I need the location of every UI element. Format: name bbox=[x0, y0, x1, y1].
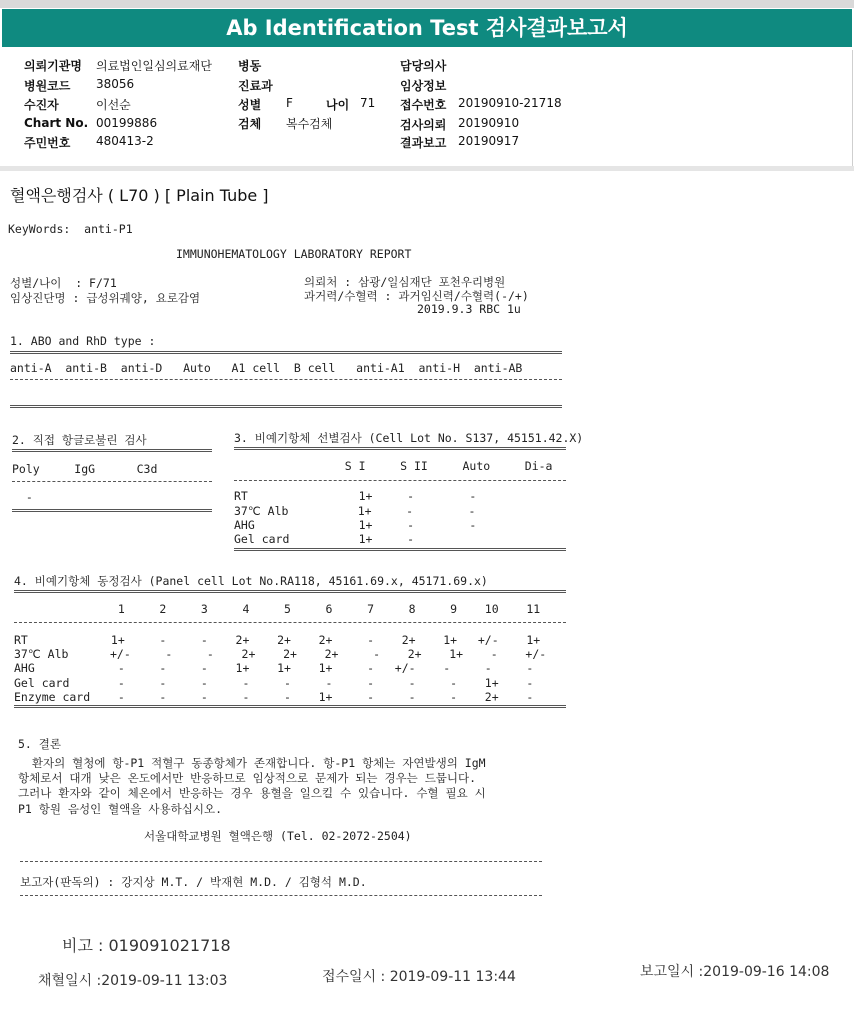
sec1-header: anti-A anti-B anti-D Auto A1 cell B cell anti-A1 anti-H anti-AB bbox=[10, 361, 523, 375]
rule bbox=[234, 548, 566, 551]
dept-label: 진료과 bbox=[238, 79, 273, 93]
history-2: 2019.9.3 RBC 1u bbox=[417, 302, 521, 316]
top-bar bbox=[0, 0, 854, 8]
recv-no-value: 20190910-21718 bbox=[458, 96, 562, 110]
report-header bbox=[0, 50, 853, 166]
collect-time: 채혈일시 :2019-09-11 13:03 bbox=[38, 973, 228, 989]
diagnosis: 임상진단명 : 급성위궤양, 요로감염 bbox=[10, 291, 201, 305]
req-value: 20190910 bbox=[458, 116, 520, 130]
code-label: 병원코드 bbox=[24, 79, 71, 93]
clinical-label: 임상정보 bbox=[400, 79, 447, 93]
sec3-row: AHG 1+ - - bbox=[234, 518, 477, 532]
sec4-row: 37℃ Alb +/- - - 2+ 2+ 2+ - 2+ 1+ - +/- bbox=[14, 647, 547, 661]
sec3-row: 37℃ Alb 1+ - - bbox=[234, 504, 476, 518]
recv-no-label: 접수번호 bbox=[400, 98, 447, 112]
sex-age: 성별/나이 : F/71 bbox=[10, 276, 117, 290]
sec1-title: 1. ABO and RhD type : bbox=[10, 334, 156, 348]
inst-value: 의료법인일심의료재단 bbox=[96, 59, 212, 73]
sec2-title: 2. 직접 항글로불린 검사 bbox=[12, 433, 147, 447]
rule bbox=[10, 351, 562, 354]
requester: 의뢰처 : 삼광/일심재단 포천우리병원 bbox=[304, 275, 506, 289]
hospital-contact: 서울대학교병원 혈액은행 (Tel. 02-2072-2504) bbox=[144, 829, 412, 843]
conclusion-line: 그러나 환자와 같이 체온에서 반응하는 경우 용혈을 일으킬 수 있습니다. 수혈 필요 시 bbox=[18, 786, 486, 800]
doctor-label: 담당의사 bbox=[400, 59, 447, 73]
age-value: 71 bbox=[360, 96, 376, 110]
receive-time: 접수일시 : 2019-09-11 13:44 bbox=[322, 969, 516, 985]
patient-label: 수진자 bbox=[24, 98, 59, 112]
age-label: 나이 bbox=[326, 98, 350, 112]
sec5-title: 5. 결론 bbox=[18, 737, 61, 751]
rule bbox=[12, 481, 212, 482]
patient-value: 이선순 bbox=[96, 98, 131, 112]
rule bbox=[234, 447, 566, 450]
resid-value: 480413-2 bbox=[96, 134, 154, 148]
ward-label: 병동 bbox=[238, 59, 262, 73]
sex-label: 성별 bbox=[238, 98, 262, 112]
rule bbox=[14, 622, 566, 623]
rule bbox=[234, 480, 566, 481]
rule bbox=[20, 861, 542, 862]
sec2-value: - bbox=[12, 490, 33, 504]
sec3-row: RT 1+ - - bbox=[234, 489, 477, 503]
sec2-header: Poly IgG C3d bbox=[12, 462, 158, 476]
chart-label: Chart No. bbox=[24, 116, 89, 130]
remark: 비고 : 019091021718 bbox=[62, 936, 231, 955]
sex-value: F bbox=[286, 96, 293, 110]
keywords: KeyWords: anti-P1 bbox=[8, 222, 133, 236]
conclusion-line: 환자의 혈청에 항-P1 적혈구 동종항체가 존재합니다. 항-P1 항체는 자연발생의 IgM bbox=[18, 756, 486, 770]
sec3-title: 3. 비예기항체 선별검사 (Cell Lot No. S137, 45151.42.X) bbox=[234, 431, 584, 445]
sec4-title: 4. 비예기항체 동정검사 (Panel cell Lot No.RA118, 45161.69.x, 45171.69.x) bbox=[14, 574, 488, 588]
report-label: 결과보고 bbox=[400, 136, 447, 150]
rule bbox=[10, 405, 562, 408]
rule bbox=[14, 590, 566, 593]
specimen-value: 복수검체 bbox=[286, 117, 333, 131]
sec4-row: RT 1+ - - 2+ 2+ 2+ - 2+ 1+ +/- 1+ bbox=[14, 633, 541, 647]
report-value: 20190917 bbox=[458, 134, 520, 148]
reporter: 보고자(판독의) : 강지상 M.T. / 박재현 M.D. / 김형석 M.D. bbox=[20, 875, 367, 889]
conclusion-line: 항체로서 대개 낮은 온도에서만 반응하므로 임상적으로 문제가 되는 경우는 드뭅니다. bbox=[18, 771, 477, 785]
report-heading: 혈액은행검사 ( L70 ) [ Plain Tube ] bbox=[10, 186, 269, 205]
sec4-row: AHG - - - 1+ 1+ 1+ - +/- - - - bbox=[14, 661, 534, 675]
rule bbox=[20, 895, 542, 896]
req-label: 검사의뢰 bbox=[400, 118, 447, 132]
lab-title: IMMUNOHEMATOLOGY LABORATORY REPORT bbox=[176, 247, 412, 261]
chart-value: 00199886 bbox=[96, 116, 158, 130]
rule bbox=[10, 379, 562, 380]
resid-label: 주민번호 bbox=[24, 136, 71, 150]
inst-label: 의뢰기관명 bbox=[24, 59, 82, 73]
sec4-row: Gel card - - - - - - - - - 1+ - bbox=[14, 676, 534, 690]
report-time: 보고일시 :2019-09-16 14:08 bbox=[640, 964, 830, 980]
rule bbox=[12, 449, 212, 452]
code-value: 38056 bbox=[96, 77, 135, 91]
sec3-header: S I S II Auto Di-a bbox=[234, 459, 553, 473]
sec3-row: Gel card 1+ - bbox=[234, 532, 415, 546]
sec4-header: 1 2 3 4 5 6 7 8 9 10 11 bbox=[14, 602, 541, 616]
report-body bbox=[0, 171, 854, 1033]
rule bbox=[12, 509, 212, 512]
sec4-row: Enzyme card - - - - - 1+ - - - 2+ - bbox=[14, 690, 534, 704]
rule bbox=[14, 705, 566, 708]
conclusion-line: P1 항원 음성인 혈액을 사용하십시오. bbox=[18, 802, 222, 816]
page-title: Ab Identification Test 검사결과보고서 bbox=[2, 9, 852, 47]
specimen-label: 검체 bbox=[238, 117, 262, 131]
history: 과거력/수혈력 : 과거임신력/수혈력(-/+) bbox=[304, 289, 529, 303]
